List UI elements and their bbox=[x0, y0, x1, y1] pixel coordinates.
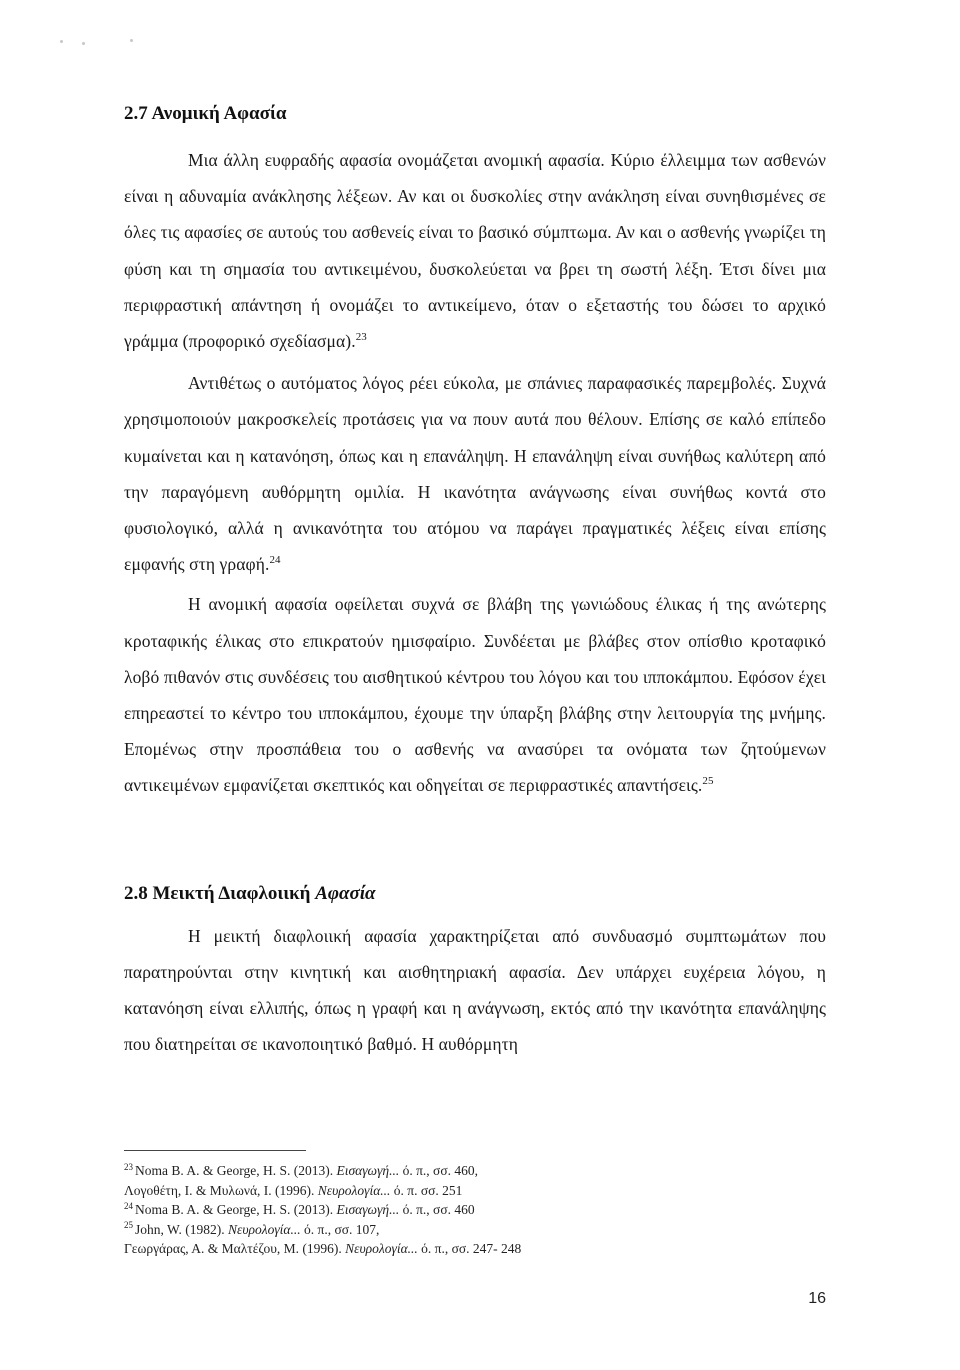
footnote-text: John, W. (1982). bbox=[135, 1221, 229, 1237]
footnote-number: 23 bbox=[124, 1161, 133, 1172]
footnote-title: Νευρολογία... bbox=[345, 1241, 418, 1256]
paragraph bbox=[124, 142, 826, 359]
footnote-text: ό. π., σσ. 460 bbox=[399, 1202, 475, 1217]
footnote-ref[interactable]: 25 bbox=[702, 775, 714, 788]
footnote-text: Noma B. A. & George, H. S. (2013). bbox=[135, 1163, 337, 1178]
footnote-text: Γεωργάρας, Α. & Μαλτέζου, Μ. (1996). bbox=[124, 1241, 346, 1256]
footnote-number: 24 bbox=[124, 1200, 133, 1211]
section-title-text: 2.8 Μεικτή Διαφλοιική bbox=[124, 882, 311, 904]
paragraph bbox=[124, 586, 826, 803]
section-title-italic: Αφασία bbox=[315, 882, 376, 904]
footnote-line bbox=[124, 1239, 826, 1259]
footnote-ref[interactable]: 24 bbox=[269, 554, 281, 567]
footnote-text: ό. π., σσ. 247- 248 bbox=[417, 1241, 522, 1256]
paragraph-text: Μια άλλη ευφραδής αφασία ονομάζεται ανομική αφασία. Κύριο έλλειμμα των ασθενών είναι η αδυναμία ανάκλησης λέξεων. Αν και οι δυσκολίες στην ανάκληση είναι συνηθισμένες σε όλες τις αφασίες σε αυτούς του ασθενείς είναι το βασικό σύμπτωμα. Αν και ο ασθενής γνωρίζει τη φύση και τη σημασία του αντικειμένου, δυσκολεύεται να βρει τη σωστή λέξη. Έτσι δίνει μια περιφραστική απάντηση ή ονομάζει το αντικείμενο, όταν ο εξεταστής του δώσει το αρχικό γράμμα (προφορικό σχεδίασμα). bbox=[124, 150, 826, 352]
footnote-text: ό. π., σσ. 107, bbox=[300, 1221, 380, 1237]
paragraph-text: Αντιθέτως ο αυτόματος λόγος ρέει εύκολα, με σπάνιες παραφασικές παρεμβολές. Συχνά χρησιμοποιούν μακροσκελείς προτάσεις για να πουν αυτά που θέλουν. Επίσης σε καλό επίπεδο κυμαίνεται και η κατανόηση, όπως και η επανάληψη. Η επανάληψη είναι συνήθως καλύτερη από την παραγόμενη αυθόρμητη ομιλία. Η ικανότητα ανάγνωσης είναι συνήθως κοντά στο φυσιολογικό, αλλά η ανικανότητα του ατόμου να παράγει πραγματικές λέξεις είναι επίσης εμφανής στη γραφή. bbox=[124, 373, 826, 575]
footnote-title: Νευρολογία... bbox=[228, 1221, 301, 1237]
footnote-text: ό. π., σσ. 460, bbox=[399, 1163, 478, 1178]
footnote-text: Λογοθέτη, Ι. & Μυλωνά, Ι. (1996). bbox=[124, 1182, 318, 1198]
footnote-separator bbox=[124, 1150, 306, 1151]
footnotes bbox=[124, 1161, 826, 1259]
footnote-title: Νευρολογία... bbox=[317, 1182, 391, 1198]
footnote-line bbox=[124, 1181, 826, 1201]
footnote-line bbox=[124, 1200, 826, 1220]
footnote-title: Εισαγωγή... bbox=[336, 1202, 400, 1217]
footnote-ref[interactable]: 23 bbox=[355, 331, 367, 344]
footnote-title: Εισαγωγή... bbox=[336, 1163, 400, 1178]
paragraph-text: Η ανομική αφασία οφείλεται συχνά σε βλάβη της γωνιώδους έλικας ή της ανώτερης κροταφικής έλικας στο επικρατούν ημισφαίριο. Συνδέεται με βλάβες στον οπίσθιο κροταφικό λοβό πιθανόν στις συνδέσεις του αισθητικού κέντρου του λόγου και του ιπποκάμπου. Εφόσον έχει επηρεαστεί το κέντρο του ιπποκάμπου, έχουμε την ύπαρξη βλάβης στην λειτουργία της μνήμης. Επομένως στην προσπάθεια του ο ασθενής να ανασύρει τα ονόματα των ζητούμενων αντικειμένων εμφανίζεται σκεπτικός και οδηγείται σε περιφραστικές απαντήσεις. bbox=[124, 594, 826, 796]
page-number: 16 bbox=[808, 1290, 826, 1307]
footnote-text: ό. π. σσ. 251 bbox=[390, 1182, 463, 1198]
section-title-text: 2.7 Ανομική Αφασία bbox=[124, 103, 287, 124]
footnote-line bbox=[124, 1161, 826, 1181]
footnote-number: 25 bbox=[124, 1220, 133, 1230]
scan-artifacts bbox=[60, 38, 150, 50]
section-title-2-7 bbox=[124, 96, 826, 132]
footnote-text: Noma B. A. & George, H. S. (2013). bbox=[135, 1202, 337, 1217]
section-title-2-8 bbox=[124, 876, 826, 912]
paragraph bbox=[124, 365, 826, 582]
paragraph-text: Η μεικτή διαφλοιική αφασία χαρακτηρίζεται από συνδυασμό συμπτωμάτων που παρατηρούνται στην κινητική και αισθητηριακή αφασία. Δεν υπάρχει ευχέρεια λόγου, η κατανόηση είναι ελλιπής, όπως η γραφή και η ανάγνωση, εκτός από την ικανότητα επανάληψης που διατηρείται σε ικανοποιητικό βαθμό. Η αυθόρμητη bbox=[124, 925, 826, 1055]
paragraph bbox=[124, 918, 826, 1063]
footnote-line bbox=[124, 1220, 826, 1240]
body-content bbox=[124, 96, 826, 1062]
